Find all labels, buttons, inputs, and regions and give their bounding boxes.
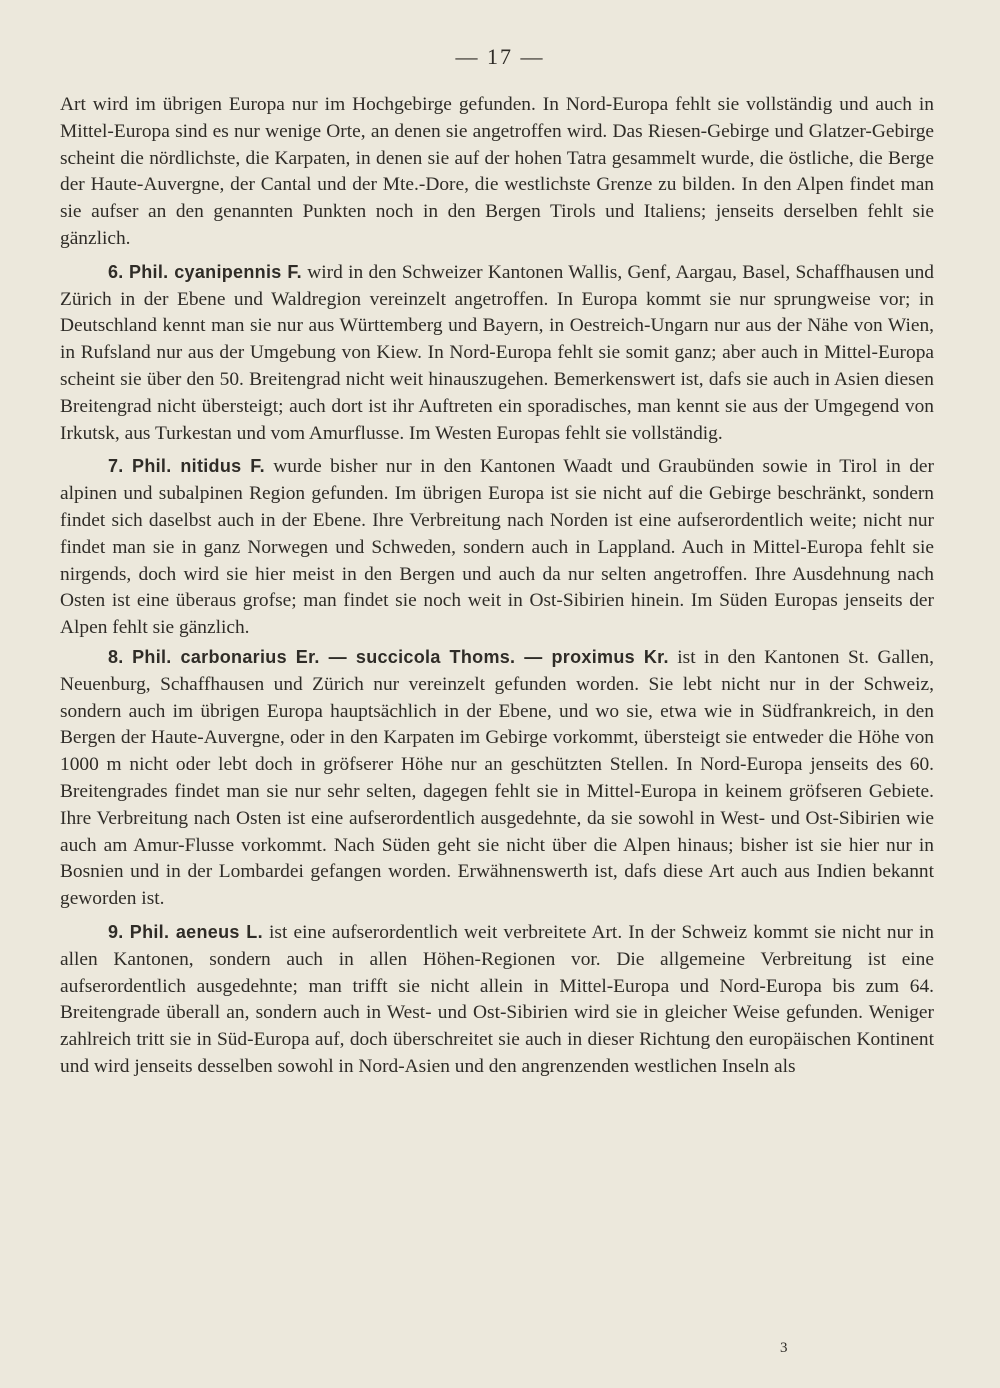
entry-number: 8.	[108, 646, 124, 667]
intro-paragraph: Art wird im übrigen Europa nur im Hochgebirge gefunden. In Nord-Europa fehlt sie vollständig und auch in Mittel-Europa sind es nur wenige Orte, an denen sie angetroffen wird. Das Riesen-Gebirge und Glatzer-Gebirge scheint die nördlichste, die Karpaten, in denen sie auf der hohen Tatra gesammelt wurde, die östliche, die Berge der Haute-Auvergne, der Cantal und der Mte.-Dore, die westlichste Grenze zu bilden. In den Alpen findet man sie aufser an den genannten Punkten noch in den Bergen Tirols und Italiens; jenseits derselben fehlt sie gänzlich.	[60, 94, 934, 249]
species-entry-7	[60, 453, 934, 642]
entry-text: wird in den Schweizer Kantonen Wallis, Genf, Aargau, Basel, Schaffhausen und Zürich in der Ebene und Waldregion vereinzelt angetroffen. In Europa kommt sie nur sprungweise vor; in Deutschland kennt man sie nur aus Württemberg und Bayern, in Oestreich-Ungarn nur aus der Nähe von Wien, in Rufsland nur aus der Umgebung von Kiew. In Nord-Europa fehlt sie somit ganz; aber auch in Mittel-Europa scheint sie über den 50. Breitengrad nicht weit hinauszugehen. Bemerkenswert ist, dafs sie auch in Asien diesen Breitengrad nicht übersteigt; auch dort ist ihr Auftreten ein sporadisches, man kennt sie aus der Umgegend von Irkutsk, aus Turkestan und vom Amurflusse. Im Westen Europas fehlt sie vollständig.	[60, 261, 934, 444]
species-name: Phil. cyanipennis F.	[128, 261, 302, 282]
species-name: Phil. carbonarius Er. — succicola Thoms. — proximus Kr.	[132, 646, 669, 667]
signature-mark: 3	[780, 1340, 788, 1356]
species-entry-8	[60, 644, 934, 913]
entry-text: ist in den Kantonen St. Gallen, Neuenburg, Schaffhausen und Zürich nur vereinzelt gefunden worden. Sie lebt nicht nur in der Schweiz, sondern auch im übrigen Europa hauptsächlich in der Ebene, und wo sie, etwa wie in Südfrankreich, in den Bergen der Haute-Auvergne, oder in den Karpaten im Gebirge vorkommt, übersteigt sie entweder die Höhe von 1000 m nicht oder lebt doch in gröfserer Höhe nur an geschützten Stellen. In Nord-Europa jenseits des 60. Breitengrades findet man sie nur sehr selten, dagegen fehlt sie in Mittel-Europa in keinem gröfseren Gebiete. Ihre Verbreitung nach Osten ist eine aufserordentlich ausgedehnte, da sie sowohl in West- und Ost-Sibirien wie auch am Amur-Flusse vorkommt. Nach Süden geht sie nicht über die Alpen hinaus; bisher ist sie hier nur in Bosnien und in der Lombardei gefangen worden. Erwähnenswerth ist, dafs diese Art auch aus Indien bekannt geworden ist.	[60, 646, 934, 910]
species-entry-9	[60, 919, 934, 1081]
text-body	[60, 92, 934, 1081]
entry-number: 7.	[108, 456, 124, 477]
entry-text: wurde bisher nur in den Kantonen Waadt und Graubünden sowie in Tirol in der alpinen und subalpinen Region gefunden. Im übrigen Europa ist sie nicht auf die Gebirge beschränkt, sondern findet sich daselbst auch in der Ebene. Ihre Verbreitung nach Norden ist eine aufserordentlich weite; nicht nur findet man sie in ganz Norwegen und Schweden, sondern auch in Lappland. Auch in Mittel-Europa fehlt sie nirgends, doch wird sie hier meist in den Bergen und auch da nur selten angetroffen. Ihre Ausdehnung nach Osten ist eine überaus grofse; man findet sie noch weit in Ost-Sibirien hinein. Im Süden Europas jenseits der Alpen fehlt sie gänzlich.	[60, 456, 934, 639]
page-number: — 17 —	[455, 44, 545, 69]
entry-number: 9.	[108, 921, 124, 942]
species-name: Phil. aeneus L.	[129, 921, 263, 942]
entry-number: 6.	[108, 261, 124, 282]
species-entry-6	[60, 259, 934, 448]
species-name: Phil. nitidus F.	[132, 456, 265, 477]
entry-text: ist eine aufserordentlich weit verbreitete Art. In der Schweiz kommt sie nicht nur in allen Kantonen, sondern auch in allen Höhen-Regionen vor. Die allgemeine Verbreitung ist eine aufserordentlich ausgedehnte; man trifft sie nicht allein in Mittel-Europa und Nord-Europa bis zum 64. Breitengrade überall an, sondern auch in West- und Ost-Sibirien wird sie in gleicher Weise gefunden. Weniger zahlreich tritt sie in Süd-Europa auf, doch überschreitet sie auch in dieser Richtung den europäischen Kontinent und wird jenseits desselben sowohl in Nord-Asien und den angrenzenden westlichen Inseln als	[60, 921, 934, 1077]
